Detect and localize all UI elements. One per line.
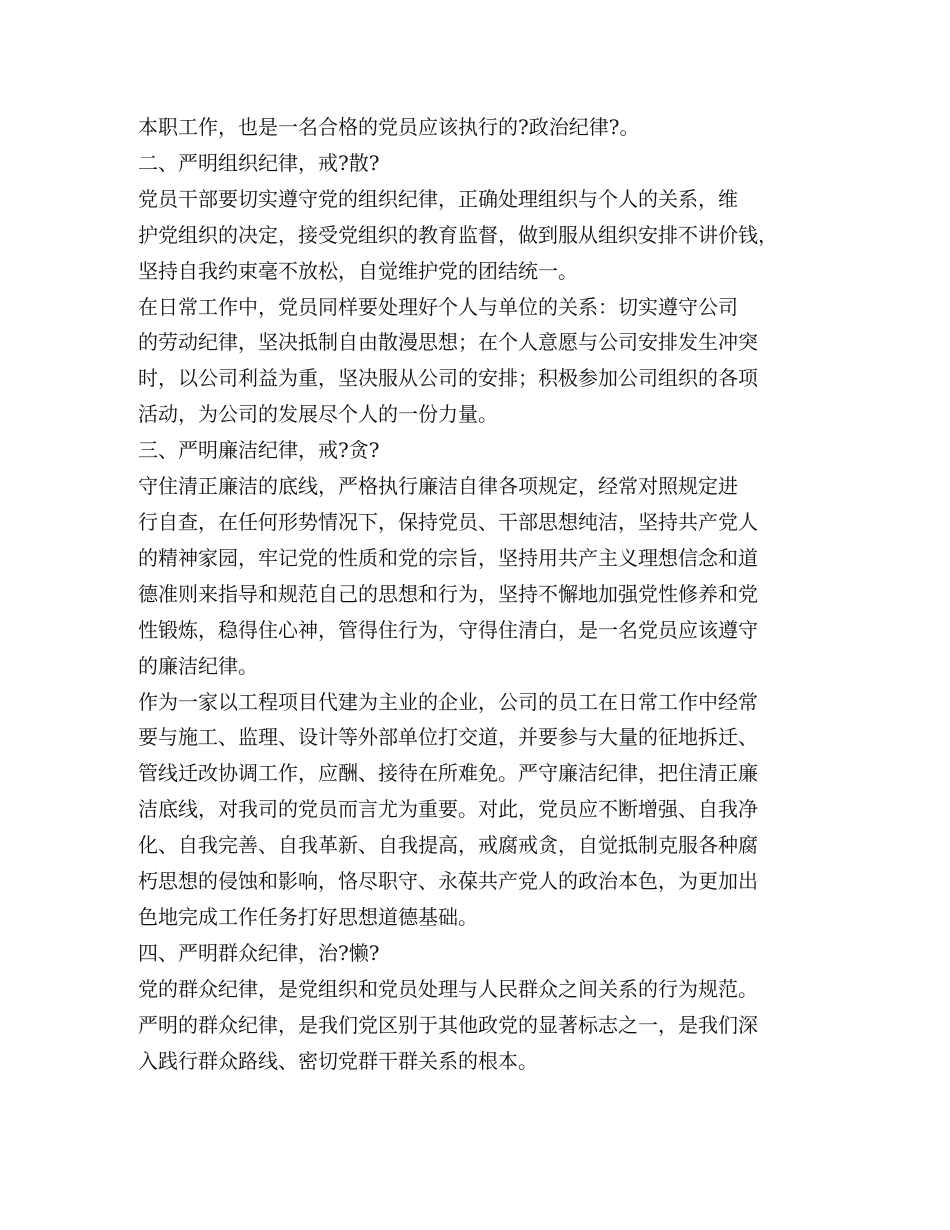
text-line: 朽思想的侵蚀和影响，恪尽职守、永葆共产党人的政治本色，为更加出 xyxy=(138,869,758,894)
text-line: 守住清正廉洁的底线，严格执行廉洁自律各项规定，经常对照规定进 xyxy=(138,474,738,499)
paragraph xyxy=(138,110,818,146)
text-line: 化、自我完善、自我革新、自我提高，戒腐戒贪，自觉抵制克服各种腐 xyxy=(138,833,758,858)
text-line: 时，以公司利益为重，坚决服从公司的安排；积极参加公司组织的各项 xyxy=(138,366,758,391)
text-line: 洁底线，对我司的党员而言尤为重要。对此，党员应不断增强、自我净 xyxy=(138,797,758,822)
text-line: 德准则来指导和规范自己的思想和行为，坚持不懈地加强党性修养和党 xyxy=(138,581,758,606)
text-line: 的精神家园，牢记党的性质和党的宗旨，坚持用共产主义理想信念和道 xyxy=(138,545,758,570)
text-line: 党员干部要切实遵守党的组织纪律，正确处理组织与个人的关系，维 xyxy=(138,186,738,211)
text-line: 作为一家以工程项目代建为主业的企业，公司的员工在日常工作中经常 xyxy=(138,689,758,714)
text-line: 四、严明群众纪律，治?懒? xyxy=(138,940,380,965)
paragraph xyxy=(138,936,818,972)
text-line: 三、严明廉洁纪律，戒?贪? xyxy=(138,438,380,463)
text-line: 在日常工作中，党员同样要处理好个人与单位的关系：切实遵守公司 xyxy=(138,294,738,319)
paragraph xyxy=(138,469,818,684)
text-line: 党的群众纪律，是党组织和党员处理与人民群众之间关系的行为规范。 xyxy=(138,976,758,1001)
text-line: 入践行群众路线、密切党群干群关系的根本。 xyxy=(138,1048,538,1073)
paragraph xyxy=(138,685,818,936)
document-body xyxy=(138,110,818,1079)
paragraph xyxy=(138,433,818,469)
text-line: 坚持自我约束毫不放松，自觉维护党的团结统一。 xyxy=(138,258,578,283)
text-line: 二、严明组织纪律，戒?散? xyxy=(138,150,380,175)
paragraph xyxy=(138,146,818,182)
text-line: 色地完成工作任务打好思想道德基础。 xyxy=(138,904,478,929)
paragraph xyxy=(138,972,818,1080)
text-line: 的廉洁纪律。 xyxy=(138,653,258,678)
text-line: 要与施工、监理、设计等外部单位打交道，并要参与大量的征地拆迁、 xyxy=(138,725,758,750)
text-line: 活动，为公司的发展尽个人的一份力量。 xyxy=(138,402,498,427)
text-line: 管线迁改协调工作，应酬、接待在所难免。严守廉洁纪律，把住清正廉 xyxy=(138,761,758,786)
paragraph xyxy=(138,290,818,434)
text-line: 的劳动纪律，坚决抵制自由散漫思想；在个人意愿与公司安排发生冲突 xyxy=(138,330,758,355)
text-line: 护党组织的决定，接受党组织的教育监督，做到服从组织安排不讲价钱， xyxy=(138,222,778,247)
text-line: 行自查，在任何形势情况下，保持党员、干部思想纯洁，坚持共产党人 xyxy=(138,509,758,534)
text-line: 性锻炼，稳得住心神，管得住行为，守得住清白，是一名党员应该遵守 xyxy=(138,617,758,642)
text-line: 严明的群众纪律，是我们党区别于其他政党的显著标志之一，是我们深 xyxy=(138,1012,758,1037)
paragraph xyxy=(138,182,818,290)
text-line: 本职工作，也是一名合格的党员应该执行的?政治纪律?。 xyxy=(138,115,640,139)
